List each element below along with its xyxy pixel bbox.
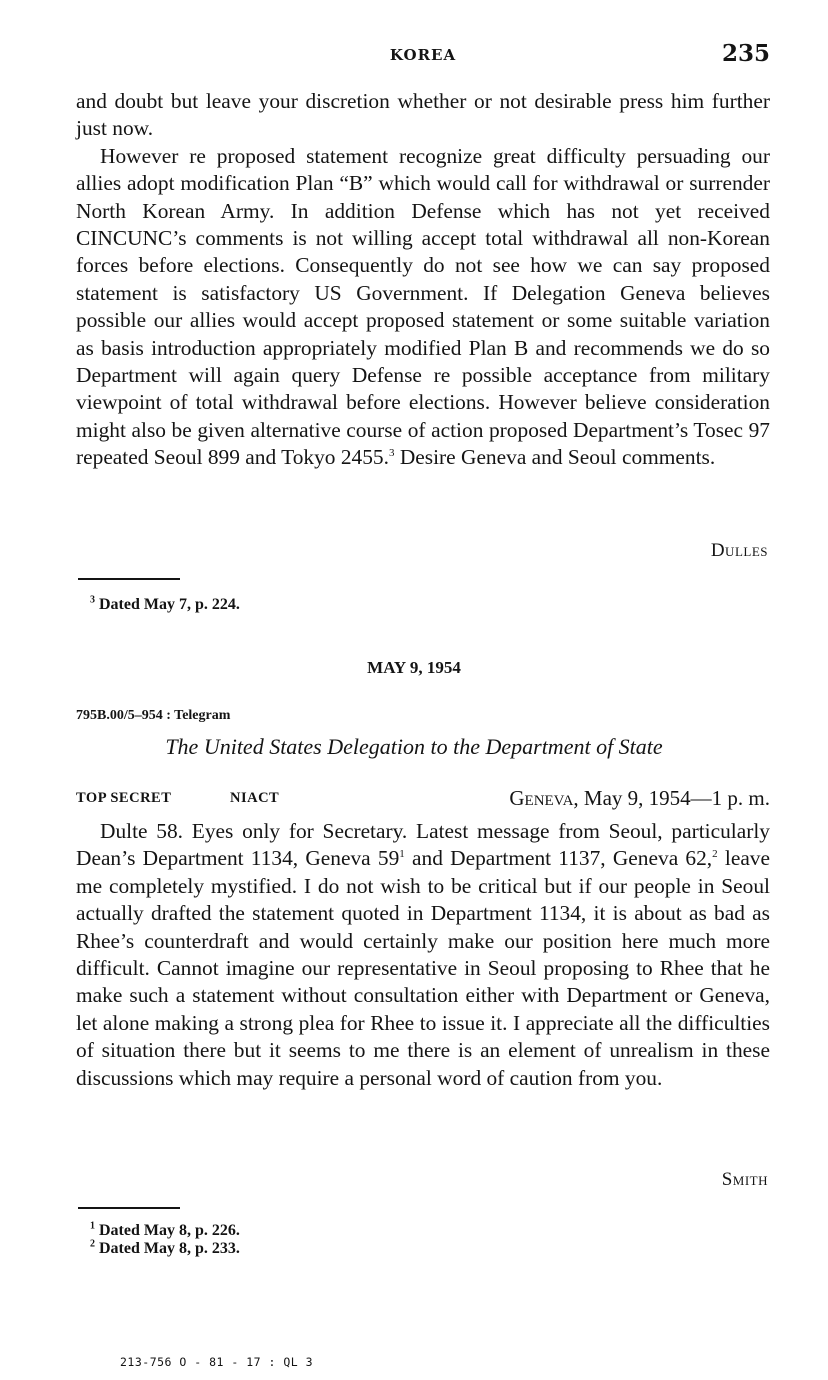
document-2-text-b: and Department 1137, Geneva 62, <box>404 846 713 871</box>
footnote-1-mark: 1 <box>90 1220 95 1232</box>
classification-label: TOP SECRET <box>76 790 172 806</box>
footnote-1-text: Dated May 8, p. 226. <box>95 1222 240 1239</box>
footnote-divider-2 <box>78 1207 180 1209</box>
document-1-paragraph-2 <box>76 143 770 472</box>
date-heading: MAY 9, 1954 <box>367 658 461 677</box>
footnote-reference-1: 1 <box>399 848 405 861</box>
footnote-3 <box>90 596 240 614</box>
dateline <box>509 786 770 811</box>
document-2-paragraph <box>76 818 770 1092</box>
page-number: 235 <box>721 40 770 67</box>
footnote-1 <box>90 1222 240 1240</box>
dateline-place: Geneva <box>509 786 574 810</box>
print-code: 213-756 O - 81 - 17 : QL 3 <box>120 1355 314 1369</box>
document-1-signature: Dulles <box>710 540 768 561</box>
footnote-3-text: Dated May 7, p. 224. <box>95 596 240 613</box>
footnote-divider-1 <box>78 578 180 580</box>
footnote-reference-3: 3 <box>388 447 395 460</box>
footnote-2 <box>90 1240 240 1258</box>
document-2-body <box>76 818 770 1092</box>
classification-line <box>76 786 770 812</box>
footnote-3-mark: 3 <box>90 594 95 606</box>
running-header-title: KOREA <box>389 46 457 64</box>
document-1-paragraph-2-end: Desire Geneva and Seoul comments. <box>394 445 716 470</box>
dateline-date: , May 9, 1954—1 p. m. <box>573 786 770 810</box>
document-2-signature: Smith <box>721 1169 768 1190</box>
precedence-label: NIACT <box>230 790 280 806</box>
document-2-title: The United States Delegation to the Department of State <box>165 734 663 759</box>
footnote-2-mark: 2 <box>90 1238 95 1250</box>
document-1-body <box>76 88 770 472</box>
running-header <box>76 40 770 72</box>
footnote-reference-2: 2 <box>712 848 718 861</box>
footnote-2-text: Dated May 8, p. 233. <box>95 1240 240 1257</box>
document-2-file-number: 795B.00/5–954 : Telegram <box>76 708 231 723</box>
document-2-text-c: leave me completely mystified. I do not wish to be critical but if our people in Seoul actually drafted the statement quoted in Department 1134, it is about as bad as Rhee’s counterdraft and would certainly make our position here much more difficult. Cannot imagine our representative in Seoul proposing to Rhee that he make such a statement without consultation either with Department or Geneva, let alone making a strong plea for Rhee to issue it. I appreciate all the difficulties of situation there but it seems to me there is an element of unrealism in these discussions which may require a personal word of caution from you. <box>76 846 770 1090</box>
document-1-paragraph-1: and doubt but leave your discretion whether or not desirable press him further just now. <box>76 89 770 141</box>
document-2-text-a: Dulte 58. Eyes only for Secretary. Latest message from Seoul, particularly Dean’s Department 1134, Geneva 59 <box>76 819 770 871</box>
document-1-paragraph-2-text: However re proposed statement recognize great difficulty persuading our allies adopt modification Plan “B” which would call for withdrawal or surrender North Korean Army. In addition Defense which has not yet received CINCUNC’s comments is not willing accept total withdrawal all non-Korean forces before elections. Consequently do not see how we can say proposed statement is satisfactory US Government. If Delegation Geneva believes possible our allies would accept proposed statement or some suitable variation as basis introduction appropriately modified Plan B and recommends we do so Department will again query Defense re possible acceptance from military viewpoint of total withdrawal before elections. However believe consideration might also be given alternative course of action proposed Department’s Tosec 97 repeated Seoul 899 and Tokyo 2455. <box>76 143 770 470</box>
